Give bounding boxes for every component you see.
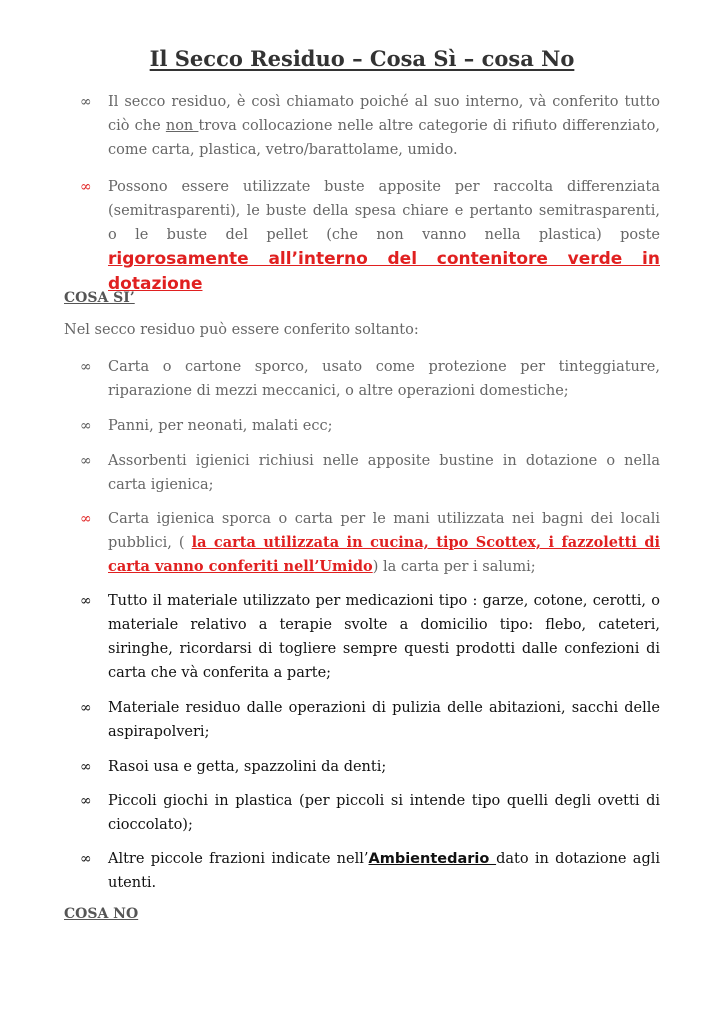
list-item: ∞ Assorbenti igienici richiusi nelle apposite bustine in dotazione o nella carta igienica; xyxy=(80,449,660,497)
infinity-bullet-icon: ∞ xyxy=(80,359,92,375)
infinity-bullet-icon: ∞ xyxy=(80,453,92,469)
umido-note: la carta utilizzata in cucina, tipo Scottex, i fazzoletti di carta vanno conferiti nell’Umido xyxy=(108,534,660,575)
infinity-bullet-icon: ∞ xyxy=(80,700,92,716)
infinity-bullet-icon: ∞ xyxy=(80,179,92,195)
list-item: ∞ Rasoi usa e getta, spazzolini da denti; xyxy=(80,755,660,779)
infinity-bullet-icon: ∞ xyxy=(80,793,92,809)
ambientedario-ref: Ambientedario xyxy=(368,851,497,867)
infinity-bullet-icon: ∞ xyxy=(80,851,92,867)
intro-emphasis: rigorosamente all’interno del contenitore verde in dotazione xyxy=(108,249,660,294)
cosa-no-heading: COSA NO xyxy=(64,906,139,922)
list-item: ∞ Carta igienica sporca o carta per le mani utilizzata nei bagni dei locali pubblici, ( la carta utilizzata in cucina, tipo Scottex, i fazzoletti di carta vanno conferiti nell’Umido) la carta per i salumi; xyxy=(80,507,660,579)
list-item: ∞ Panni, per neonati, malati ecc; xyxy=(80,414,660,438)
infinity-bullet-icon: ∞ xyxy=(80,511,92,527)
intro-text-2: Possono essere utilizzate buste apposite per raccolta differenziata (semitrasparenti), le buste della spesa chiare e pertanto semitrasparenti, o le buste del pellet (che non vanno nella plastica) poste rigorosamente all’interno del contenitore verde in dotazione xyxy=(108,179,660,294)
intro-text-1: Il secco residuo, è così chiamato poiché al suo interno, và conferito tutto ciò che non trova collocazione nelle altre categorie di rifiuto differenziato, come carta, plastica, vetro/barattolame, umido. xyxy=(108,94,660,158)
infinity-bullet-icon: ∞ xyxy=(80,759,92,775)
cosa-si-heading: COSA SI’ xyxy=(64,290,135,306)
cosa-si-lead: Nel secco residuo può essere conferito soltanto: xyxy=(64,322,419,338)
infinity-bullet-icon: ∞ xyxy=(80,94,92,110)
list-item: ∞ Altre piccole frazioni indicate nell’Ambientedario dato in dotazione agli utenti. xyxy=(80,847,660,895)
list-item: ∞ Materiale residuo dalle operazioni di pulizia delle abitazioni, sacchi delle aspirapolveri; xyxy=(80,696,660,744)
list-item: ∞ Piccoli giochi in plastica (per piccoli si intende tipo quelli degli ovetti di cioccolato); xyxy=(80,789,660,837)
infinity-bullet-icon: ∞ xyxy=(80,418,92,434)
infinity-bullet-icon: ∞ xyxy=(80,593,92,609)
list-item: ∞ Carta o cartone sporco, usato come protezione per tinteggiature, riparazione di mezzi meccanici, o altre operazioni domestiche; xyxy=(80,355,660,403)
intro-item-2 xyxy=(80,175,660,297)
page-title: Il Secco Residuo – Cosa Sì – cosa No xyxy=(149,46,575,71)
list-item: ∞ Tutto il materiale utilizzato per medicazioni tipo : garze, cotone, cerotti, o materiale relativo a terapie svolte a domicilio tipo: flebo, cateteri, siringhe, ricordarsi di togliere sempre questi prodotti dalle confezioni di carta che và conferita a parte; xyxy=(80,589,660,685)
intro-item-1 xyxy=(80,90,660,162)
